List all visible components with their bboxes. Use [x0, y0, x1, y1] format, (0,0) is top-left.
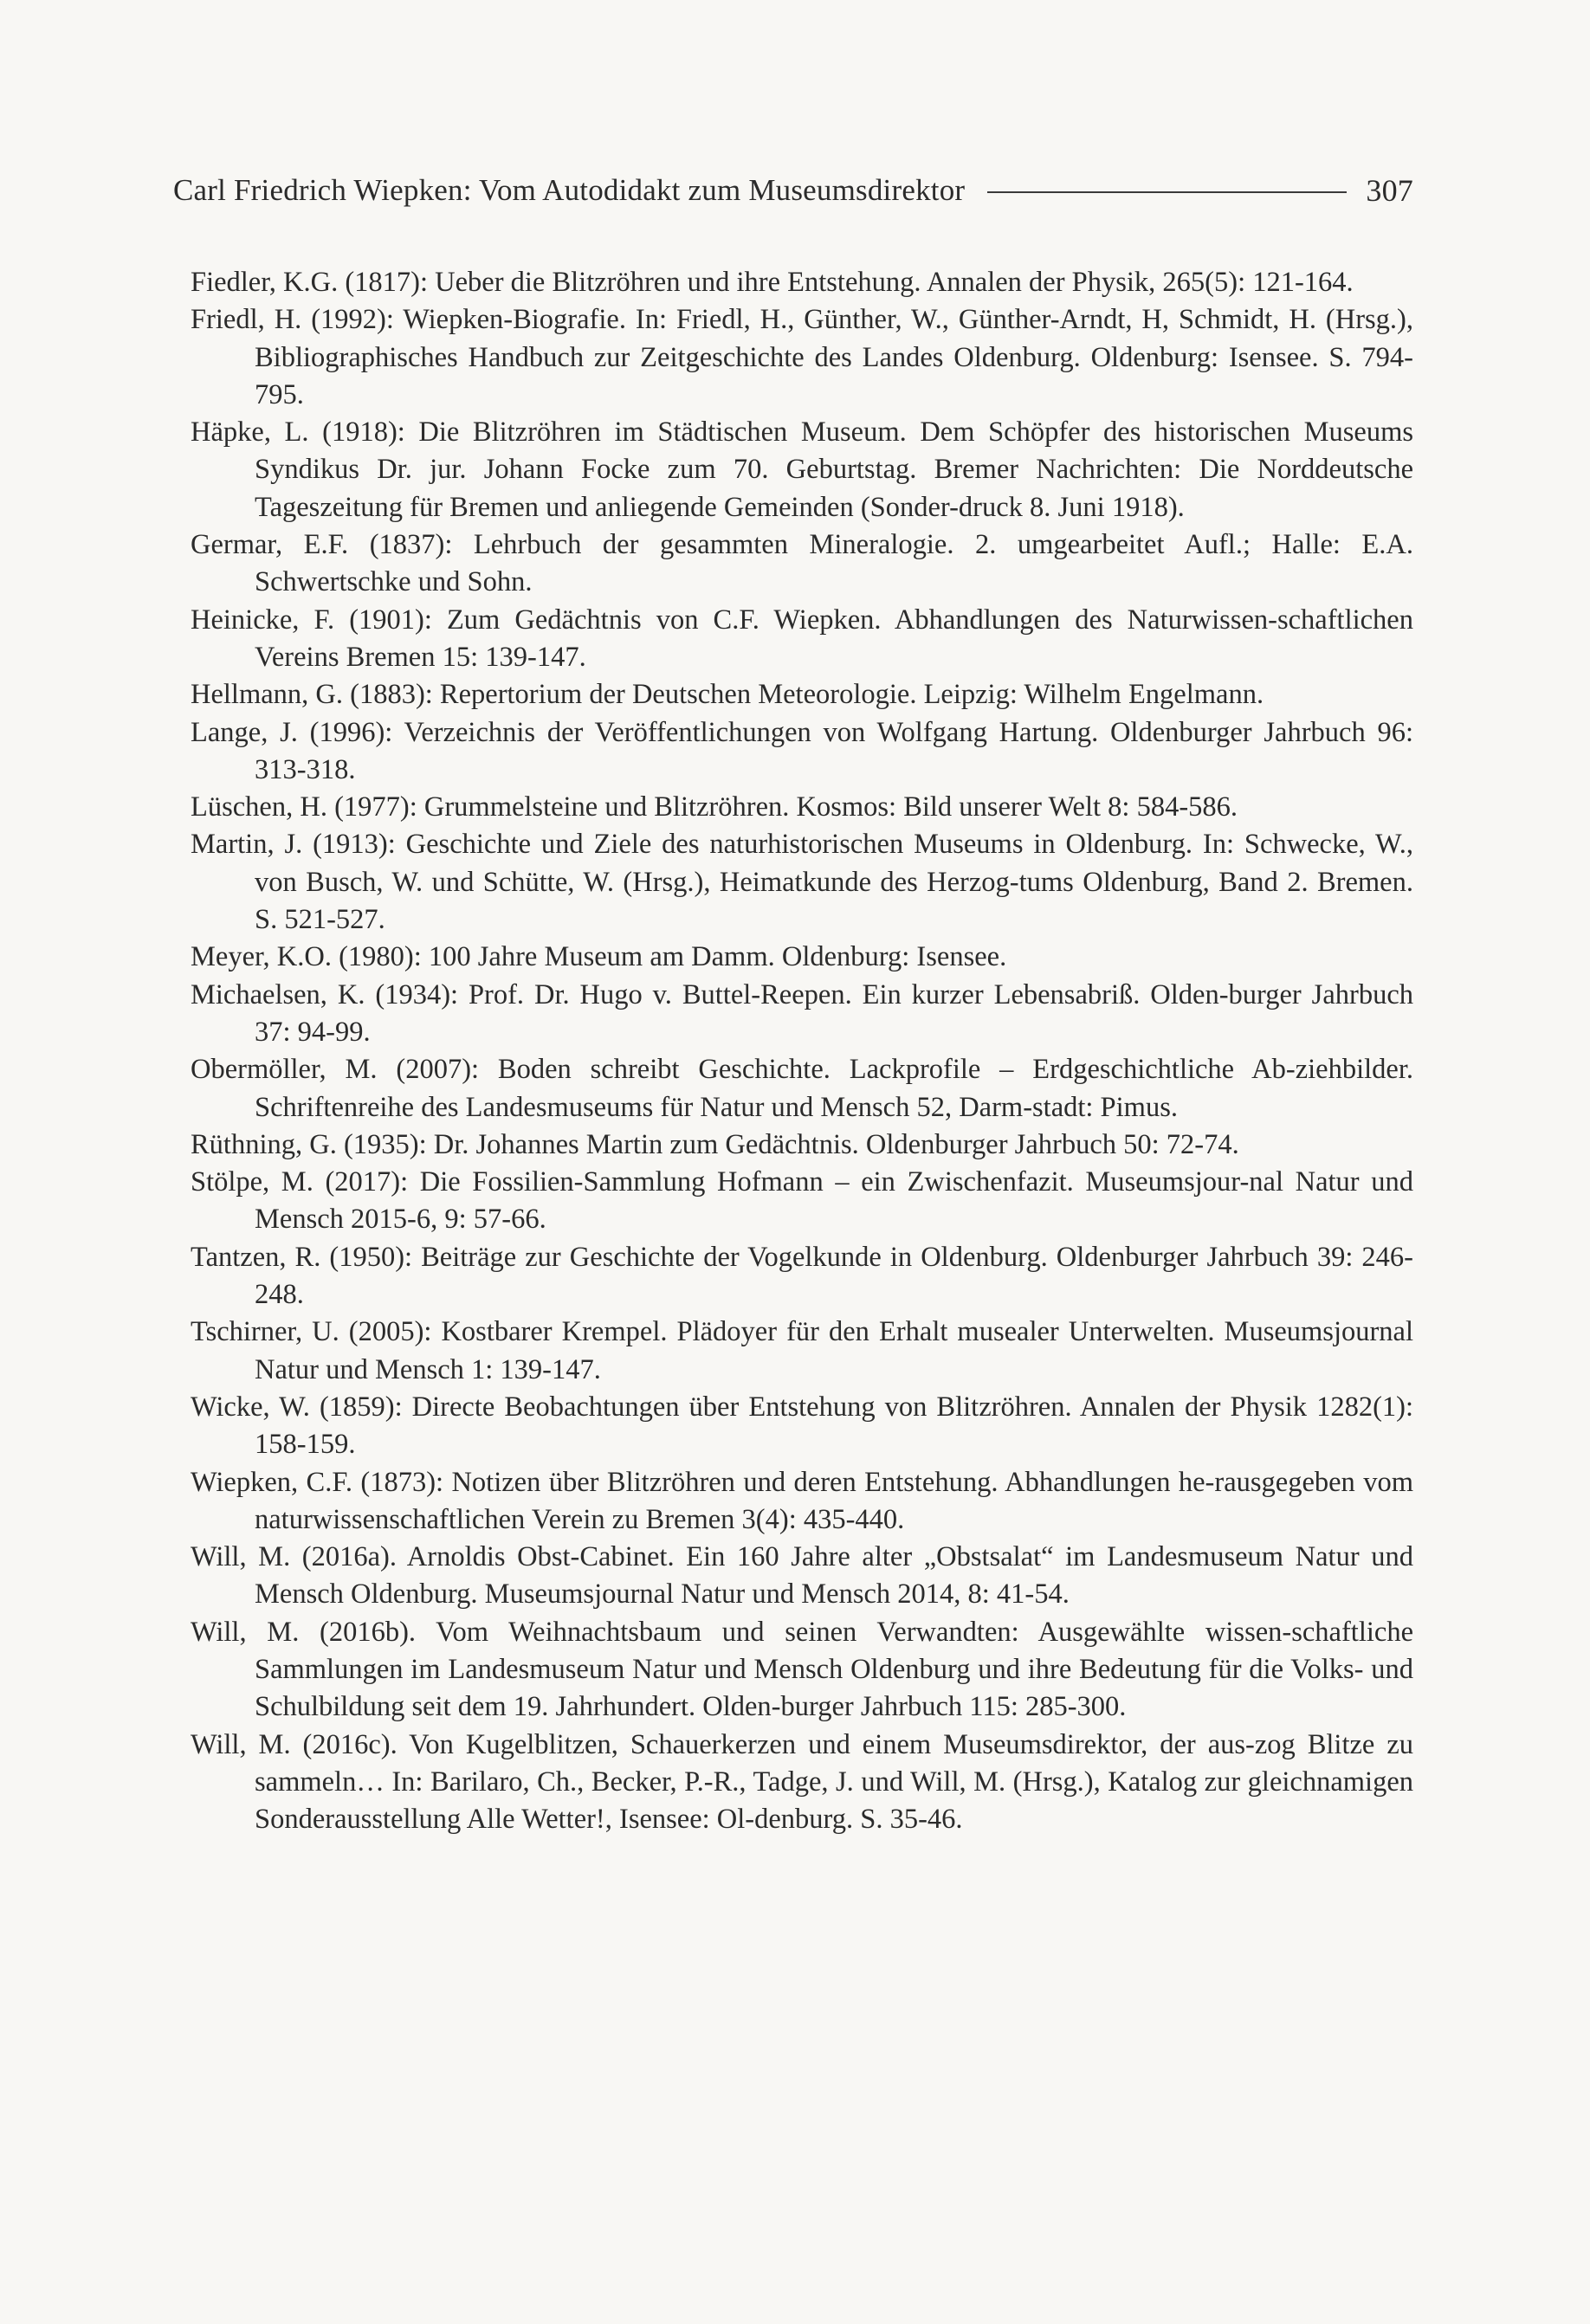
reference-entry: Michaelsen, K. (1934): Prof. Dr. Hugo v. Buttel-Reepen. Ein kurzer Lebensabriß. Olden-burger Jahrbuch 37: 94-99. — [191, 978, 1413, 1048]
reference-entry: Tschirner, U. (2005): Kostbarer Krempel. Plädoyer für den Erhalt musealer Unterwelten. Museumsjournal Natur und Mensch 1: 139-147. — [191, 1316, 1413, 1385]
running-header — [173, 166, 1413, 215]
reference-entry: Wicke, W. (1859): Directe Beobachtungen über Entstehung von Blitzröhren. Annalen der Physik 1282(1): 158-159. — [191, 1391, 1413, 1461]
reference-entry: Germar, E.F. (1837): Lehrbuch der gesammten Mineralogie. 2. umgearbeitet Aufl.; Halle: E.A. Schwertschke und Sohn. — [191, 529, 1413, 598]
page-number: 307 — [1366, 173, 1413, 208]
reference-entry: Will, M. (2016b). Vom Weihnachtsbaum und seinen Verwandten: Ausgewählte wissen-schaftliche Sammlungen im Landesmuseum Natur und Mensch Oldenburg und ihre Bedeutung für die Volks- und Schulbildung seit dem 19. Jahrhundert. Olden-burger Jahrbuch 115: 285-300. — [191, 1616, 1413, 1723]
running-title: Carl Friedrich Wiepken: Vom Autodidakt zum Museumsdirektor — [173, 173, 966, 207]
reference-entry: Fiedler, K.G. (1817): Ueber die Blitzröhren und ihre Entstehung. Annalen der Physik, 265(5): 121-164. — [191, 267, 1354, 298]
reference-entry: Wiepken, C.F. (1873): Notizen über Blitzröhren und deren Entstehung. Abhandlungen he-rausgegeben vom naturwissenschaftlichen Verein zu Bremen 3(4): 435-440. — [191, 1466, 1413, 1535]
reference-entry: Hellmann, G. (1883): Repertorium der Deutschen Meteorologie. Leipzig: Wilhelm Engelmann. — [191, 679, 1264, 711]
reference-entry: Obermöller, M. (2007): Boden schreibt Geschichte. Lackprofile – Erdgeschichtliche Ab-ziehbilder. Schriftenreihe des Landesmuseums für Natur und Mensch 52, Darm-stadt: Pimus. — [191, 1054, 1413, 1123]
reference-entry: Meyer, K.O. (1980): 100 Jahre Museum am Damm. Oldenburg: Isensee. — [191, 941, 1007, 973]
reference-entry: Heinicke, F. (1901): Zum Gedächtnis von C.F. Wiepken. Abhandlungen des Naturwissen-schaftlichen Vereins Bremen 15: 139-147. — [191, 604, 1413, 673]
reference-entry: Stölpe, M. (2017): Die Fossilien-Sammlung Hofmann – ein Zwischenfazit. Museumsjour-nal Natur und Mensch 2015-6, 9: 57-66. — [191, 1166, 1413, 1236]
reference-entry: Häpke, L. (1918): Die Blitzröhren im Städtischen Museum. Dem Schöpfer des historischen Museums Syndikus Dr. jur. Johann Focke zum 70. Geburtstag. Bremer Nachrichten: Die Norddeutsche Tageszeitung für Bremen und anliegende Gemeinden (Sonder-druck 8. Juni 1918). — [191, 416, 1413, 523]
reference-entry: Martin, J. (1913): Geschichte und Ziele des naturhistorischen Museums in Oldenburg. In: Schwecke, W., von Busch, W. und Schütte, W. (Hrsg.), Heimatkunde des Herzog-tums Oldenburg, Band 2. Bremen. S. 521-527. — [191, 829, 1413, 936]
header-rule — [987, 191, 1347, 193]
reference-entry: Lüschen, H. (1977): Grummelsteine und Blitzröhren. Kosmos: Bild unserer Welt 8: 584-586. — [191, 791, 1238, 823]
reference-entry: Will, M. (2016c). Von Kugelblitzen, Schauerkerzen und einem Museumsdirektor, der aus-zog Blitze zu sammeln… In: Barilaro, Ch., Becker, P.-R., Tadge, J. und Will, M. (Hrsg.), Katalog zur gleichnamigen Sonderausstellung Alle Wetter!, Isensee: Ol-denburg. S. 35-46. — [191, 1728, 1413, 1836]
reference-entry: Rüthning, G. (1935): Dr. Johannes Martin zum Gedächtnis. Oldenburger Jahrbuch 50: 72-74. — [191, 1128, 1239, 1160]
reference-list — [191, 264, 1413, 1838]
reference-entry: Friedl, H. (1992): Wiepken-Biografie. In: Friedl, H., Günther, W., Günther-Arndt, H, Schmidt, H. (Hrsg.), Bibliographisches Handbuch zur Zeitgeschichte des Landes Oldenburg. Oldenburg: Isensee. S. 794-795. — [191, 304, 1413, 410]
reference-entry: Will, M. (2016a). Arnoldis Obst-Cabinet. Ein 160 Jahre alter „Obstsalat“ im Landesmuseum Natur und Mensch Oldenburg. Museumsjournal Natur und Mensch 2014, 8: 41-54. — [191, 1541, 1413, 1611]
reference-entry: Lange, J. (1996): Verzeichnis der Veröffentlichungen von Wolfgang Hartung. Oldenburger Jahrbuch 96: 313-318. — [191, 716, 1413, 785]
reference-entry: Tantzen, R. (1950): Beiträge zur Geschichte der Vogelkunde in Oldenburg. Oldenburger Jahrbuch 39: 246-248. — [191, 1241, 1413, 1311]
